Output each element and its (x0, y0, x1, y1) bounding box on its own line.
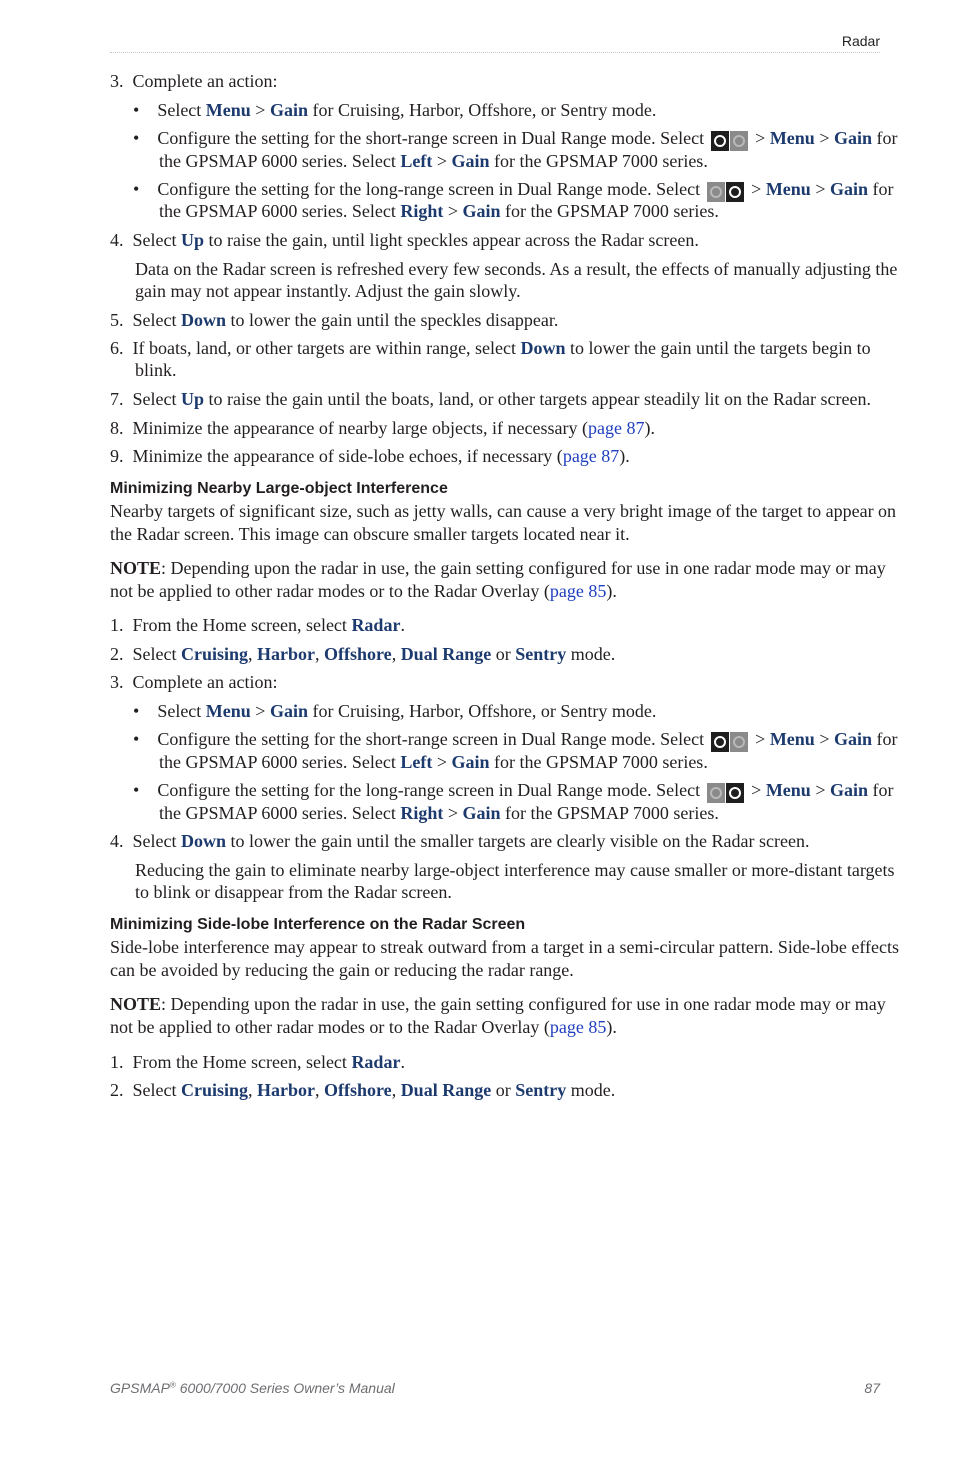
bullet-3-line1: • Configure the setting for the long-range screen in Dual Range mode. Select > Menu > Gain for (133, 178, 893, 204)
offshore-link[interactable]: Offshore (324, 644, 392, 664)
down-link[interactable]: Down (520, 338, 566, 358)
step-4-note-line1: Reducing the gain to eliminate nearby large-object interference may cause smaller or more-distant targets (135, 860, 895, 880)
radar-link[interactable]: Radar (351, 615, 401, 635)
menu-link[interactable]: Menu (205, 701, 251, 721)
harbor-link[interactable]: Harbor (257, 644, 316, 664)
paragraph-line: Side-lobe interference may appear to streak outward from a target in a semi-circular pattern. Side-lobe effects (110, 937, 899, 957)
gain-link[interactable]: Gain (833, 729, 872, 749)
step-5: 5. Select Down to lower the gain until the speckles disappear. (110, 310, 559, 330)
sentry-link[interactable]: Sentry (515, 644, 567, 664)
menu-link[interactable]: Menu (769, 729, 815, 749)
step-1: 1. From the Home screen, select Radar. (110, 615, 405, 635)
menu-link[interactable]: Menu (765, 179, 811, 199)
bullet-2-line1: • Configure the setting for the short-range screen in Dual Range mode. Select > Menu > Gain for (133, 728, 897, 754)
paragraph-line: can be avoided by reducing the gain or reducing the radar range. (110, 960, 574, 980)
footer-manual-title: GPSMAP® 6000/7000 Series Owner’s Manual (110, 1380, 395, 1396)
step-3: 3. Complete an action: (110, 71, 278, 91)
note-line1: NOTE: Depending upon the radar in use, the gain setting configured for use in one radar mode may or may (110, 558, 886, 578)
step-4: 4. Select Down to lower the gain until the smaller targets are clearly visible on the Radar screen. (110, 831, 810, 851)
gain-link[interactable]: Gain (829, 780, 868, 800)
menu-link[interactable]: Menu (765, 780, 811, 800)
page-85-link[interactable]: page 85 (549, 581, 607, 601)
step-4: 4. Select Up to raise the gain, until light speckles appear across the Radar screen. (110, 230, 699, 250)
page-87-link[interactable]: page 87 (562, 446, 620, 466)
radar-link[interactable]: Radar (351, 1052, 401, 1072)
step-7: 7. Select Up to raise the gain until the boats, land, or other targets appear steadily lit on the Radar screen. (110, 389, 871, 409)
step-8: 8. Minimize the appearance of nearby large objects, if necessary (page 87). (110, 418, 655, 438)
bullet-2-line1: • Configure the setting for the short-range screen in Dual Range mode. Select > Menu > Gain for (133, 127, 897, 153)
paragraph-line: the Radar screen. This image can obscure smaller targets located near it. (110, 524, 630, 544)
gain-link[interactable]: Gain (462, 803, 501, 823)
step-2: 2. Select Cruising, Harbor, Offshore, Dual Range or Sentry mode. (110, 644, 616, 664)
page-85-link[interactable]: page 85 (549, 1017, 607, 1037)
down-link[interactable]: Down (180, 310, 226, 330)
section-heading-large-object: Minimizing Nearby Large-object Interference (110, 480, 448, 497)
right-link[interactable]: Right (400, 201, 444, 221)
step-2: 2. Select Cruising, Harbor, Offshore, Dual Range or Sentry mode. (110, 1080, 616, 1100)
dual-range-link[interactable]: Dual Range (400, 1080, 492, 1100)
up-link[interactable]: Up (180, 389, 204, 409)
up-link[interactable]: Up (180, 230, 204, 250)
left-link[interactable]: Left (400, 151, 433, 171)
step-6: 6. If boats, land, or other targets are within range, select Down to lower the gain until the targets begin to (110, 338, 871, 358)
header-rule (110, 52, 880, 53)
note-line2: not be applied to other radar modes or to the Radar Overlay (page 85). (110, 1017, 617, 1037)
bullet-2-line2: the GPSMAP 6000 series. Select Left > Gain for the GPSMAP 7000 series. (159, 151, 708, 171)
gain-link[interactable]: Gain (462, 201, 501, 221)
menu-link[interactable]: Menu (769, 128, 815, 148)
bullet-3-line1: • Configure the setting for the long-range screen in Dual Range mode. Select > Menu > Gain for (133, 779, 893, 805)
note-line1: NOTE: Depending upon the radar in use, the gain setting configured for use in one radar mode may or may (110, 994, 886, 1014)
step-4-note-line2: gain may not appear instantly. Adjust the gain slowly. (135, 281, 521, 301)
dual-range-short-icon (711, 131, 749, 153)
page-number: 87 (864, 1380, 880, 1396)
step-3: 3. Complete an action: (110, 672, 278, 692)
page-87-link[interactable]: page 87 (587, 418, 645, 438)
bullet-3-line2: the GPSMAP 6000 series. Select Right > Gain for the GPSMAP 7000 series. (159, 201, 719, 221)
step-6-line2: blink. (135, 360, 177, 380)
gain-link[interactable]: Gain (269, 100, 308, 120)
dual-range-short-icon (711, 732, 749, 754)
step-9: 9. Minimize the appearance of side-lobe echoes, if necessary (page 87). (110, 446, 630, 466)
down-link[interactable]: Down (180, 831, 226, 851)
cruising-link[interactable]: Cruising (180, 1080, 249, 1100)
menu-link[interactable]: Menu (205, 100, 251, 120)
gain-link[interactable]: Gain (833, 128, 872, 148)
offshore-link[interactable]: Offshore (324, 1080, 392, 1100)
section-heading-side-lobe: Minimizing Side-lobe Interference on the Radar Screen (110, 916, 526, 933)
gain-link[interactable]: Gain (269, 701, 308, 721)
gain-link[interactable]: Gain (451, 151, 490, 171)
sentry-link[interactable]: Sentry (515, 1080, 567, 1100)
note-line2: not be applied to other radar modes or to the Radar Overlay (page 85). (110, 581, 617, 601)
step-4-note-line2: to blink or disappear from the Radar screen. (135, 882, 452, 902)
gain-link[interactable]: Gain (829, 179, 868, 199)
harbor-link[interactable]: Harbor (257, 1080, 316, 1100)
step-1: 1. From the Home screen, select Radar. (110, 1052, 405, 1072)
bullet-3-line2: the GPSMAP 6000 series. Select Right > Gain for the GPSMAP 7000 series. (159, 803, 719, 823)
step-4-note-line1: Data on the Radar screen is refreshed every few seconds. As a result, the effects of manually adjusting the (135, 259, 898, 279)
bullet-2-line2: the GPSMAP 6000 series. Select Left > Gain for the GPSMAP 7000 series. (159, 752, 708, 772)
gain-link[interactable]: Gain (451, 752, 490, 772)
paragraph-line: Nearby targets of significant size, such as jetty walls, can cause a very bright image of the target to appear on (110, 501, 897, 521)
cruising-link[interactable]: Cruising (180, 644, 249, 664)
right-link[interactable]: Right (400, 803, 444, 823)
dual-range-link[interactable]: Dual Range (400, 644, 492, 664)
left-link[interactable]: Left (400, 752, 433, 772)
section-header: Radar (841, 33, 880, 49)
bullet-1: • Select Menu > Gain for Cruising, Harbor, Offshore, or Sentry mode. (133, 701, 657, 721)
bullet-1: • Select Menu > Gain for Cruising, Harbor, Offshore, or Sentry mode. (133, 100, 657, 120)
